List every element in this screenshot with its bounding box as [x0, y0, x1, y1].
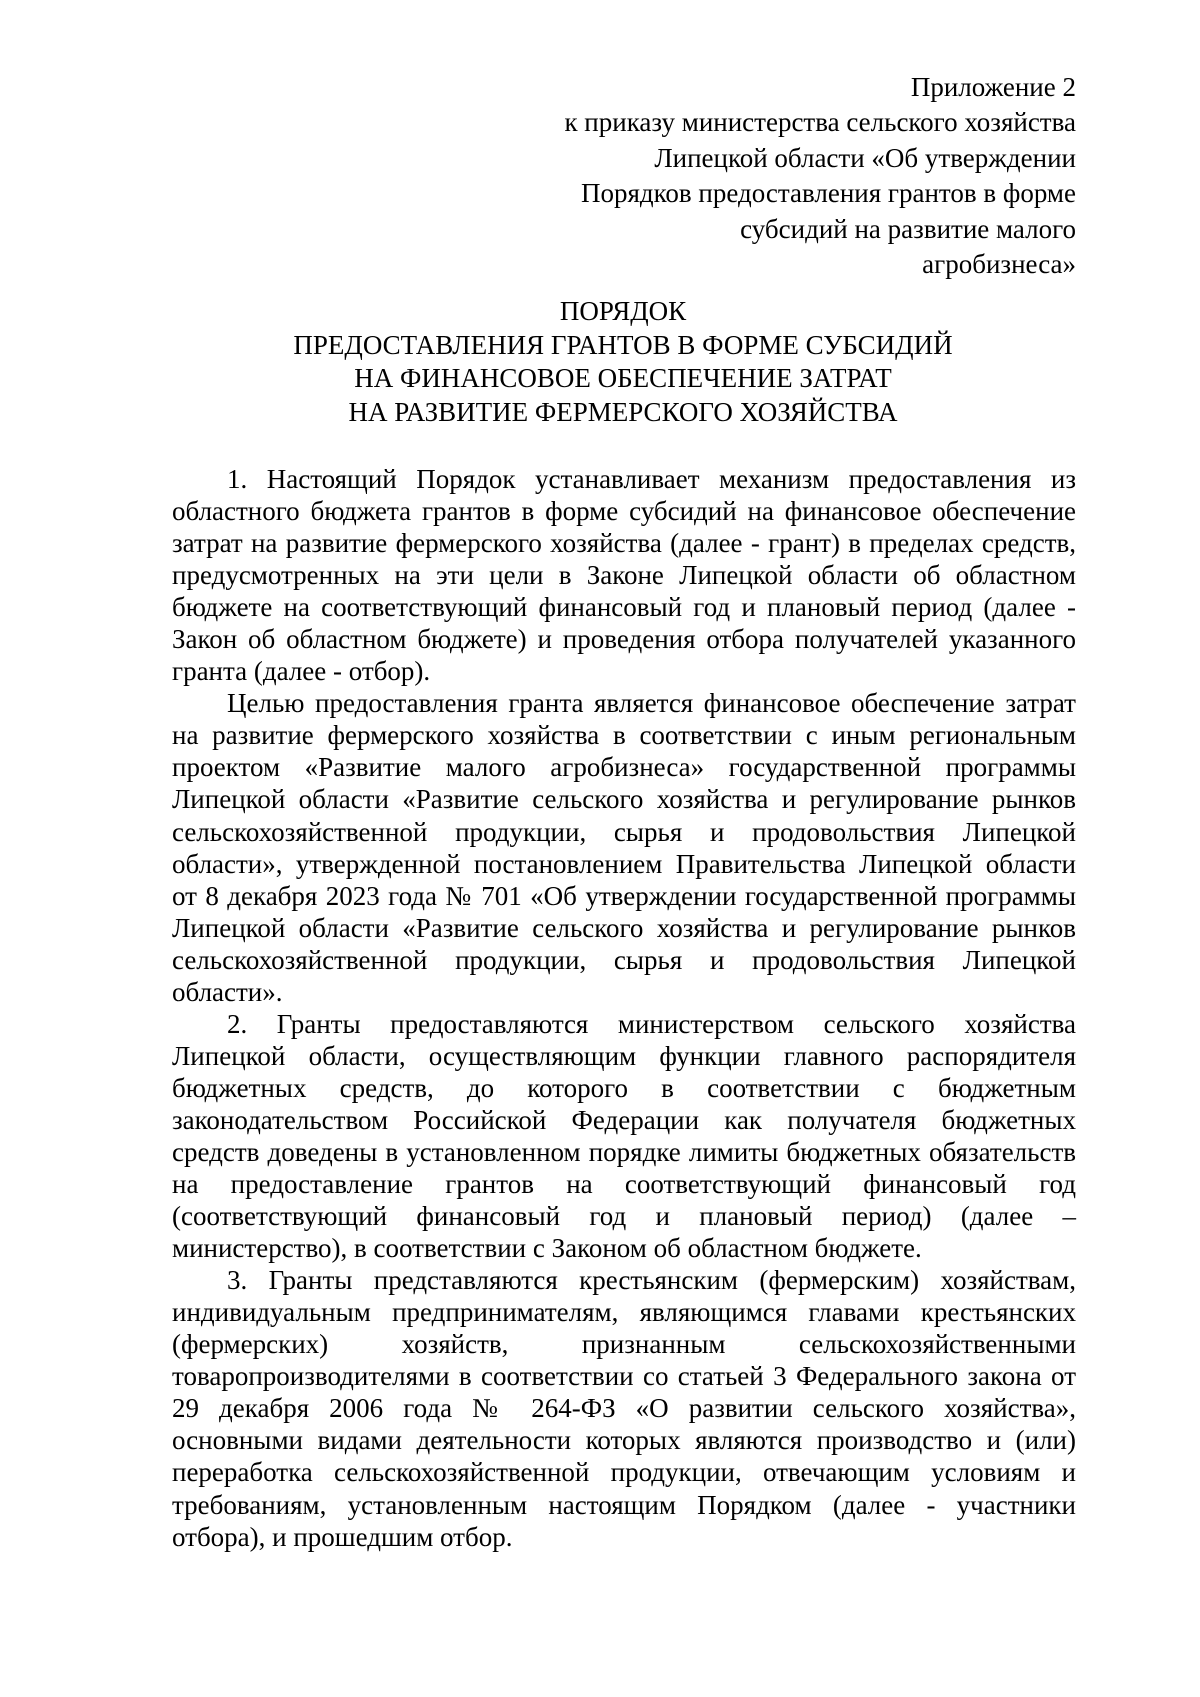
text-line: министерство), в соответствии с Законом об областном бюджете.	[172, 1233, 922, 1264]
text-line: (соответствующий финансовый год и плановый период) (далее –	[172, 1201, 1076, 1232]
text-line: на предоставление грантов на соответствующий финансовый год	[172, 1169, 1076, 1200]
text-line: области».	[172, 976, 283, 1007]
text-line: на развитие фермерского хозяйства в соответствии с иным региональным	[172, 720, 1076, 751]
text-line: Липецкой области «Развитие сельского хозяйства и регулирование рынков	[172, 784, 1076, 815]
text-line: затрат на развитие фермерского хозяйства (далее - грант) в пределах средств,	[172, 528, 1076, 559]
paragraph-2	[172, 1008, 1076, 1264]
paragraph-3	[172, 1264, 1076, 1552]
title-line: НА ФИНАНСОВОЕ ОБЕСПЕЧЕНИЕ ЗАТРАТ	[354, 363, 892, 393]
text-line: Закон об областном бюджете) и проведения отбора получателей указанного	[172, 624, 1076, 655]
text-line: проектом «Развитие малого агробизнеса» государственной программы	[172, 752, 1076, 783]
text-line: бюджетных средств, до которого в соответствии с бюджетным	[172, 1072, 1076, 1103]
document-body	[172, 463, 1076, 1553]
text-line: 29 декабря 2006 года № 264-ФЗ «О развитии сельского хозяйства»,	[172, 1393, 1076, 1424]
text-line: отбора), и прошедшим отбор.	[172, 1521, 513, 1552]
paragraph-goal	[172, 687, 1076, 1007]
text-line: законодательством Российской Федерации как получателя бюджетных	[172, 1104, 1076, 1135]
appendix-line: Порядков предоставления грантов в форме	[580, 178, 1076, 209]
appendix-line: к приказу министерства сельского хозяйства	[564, 107, 1076, 138]
text-line: Липецкой области, осуществляющим функции главного распорядителя	[172, 1040, 1076, 1071]
document-title	[170, 295, 1076, 429]
text-line: сельскохозяйственной продукции, сырья и продовольствия Липецкой	[172, 816, 1076, 847]
text-line: сельскохозяйственной продукции, сырья и продовольствия Липецкой	[172, 944, 1076, 975]
text-line: товаропроизводителями в соответствии со статьей 3 Федерального закона от	[172, 1361, 1076, 1392]
text-line: переработка сельскохозяйственной продукции, отвечающим условиям и	[172, 1457, 1076, 1488]
text-line: Липецкой области «Развитие сельского хозяйства и регулирование рынков	[172, 912, 1076, 943]
appendix-line: Липецкой области «Об утверждении	[654, 142, 1076, 173]
text-line: 1. Настоящий Порядок устанавливает механизм предоставления из	[227, 464, 1076, 494]
text-line: бюджете на соответствующий финансовый год и плановый период (далее -	[172, 592, 1076, 623]
text-line: (фермерских) хозяйств, признанным сельскохозяйственными	[172, 1329, 1076, 1360]
text-line: 2. Гранты предоставляются министерством сельского хозяйства	[227, 1008, 1076, 1039]
text-line: 3. Гранты представляются крестьянским (фермерским) хозяйствам,	[227, 1265, 1076, 1296]
text-line: средств доведены в установленном порядке лимиты бюджетных обязательств	[172, 1136, 1076, 1167]
text-line: области», утвержденной постановлением Правительства Липецкой области	[172, 848, 1076, 879]
appendix-line: агробизнеса»	[922, 249, 1076, 280]
text-line: гранта (далее - отбор).	[172, 656, 431, 687]
text-line: основными видами деятельности которых являются производство и (или)	[172, 1425, 1076, 1456]
text-line: Целью предоставления гранта является финансовое обеспечение затрат	[227, 688, 1076, 719]
title-line: ПРЕДОСТАВЛЕНИЯ ГРАНТОВ В ФОРМЕ СУБСИДИЙ	[293, 329, 953, 360]
text-line: от 8 декабря 2023 года № 701 «Об утверждении государственной программы	[172, 880, 1076, 911]
appendix-line: субсидий на развитие малого	[740, 213, 1076, 244]
appendix-line: Приложение 2	[910, 72, 1076, 102]
text-line: требованиям, установленным настоящим Порядком (далее - участники	[172, 1489, 1076, 1520]
text-line: индивидуальным предпринимателям, являющимся главами крестьянских	[172, 1297, 1076, 1328]
text-line: областного бюджета грантов в форме субсидий на финансовое обеспечение	[172, 496, 1076, 527]
text-line: предусмотренных на эти цели в Законе Липецкой области об областном	[172, 560, 1076, 591]
paragraph-1	[172, 463, 1076, 687]
title-line: ПОРЯДОК	[559, 296, 687, 326]
title-line: НА РАЗВИТИЕ ФЕРМЕРСКОГО ХОЗЯЙСТВА	[348, 396, 898, 427]
appendix-header	[456, 70, 1076, 282]
